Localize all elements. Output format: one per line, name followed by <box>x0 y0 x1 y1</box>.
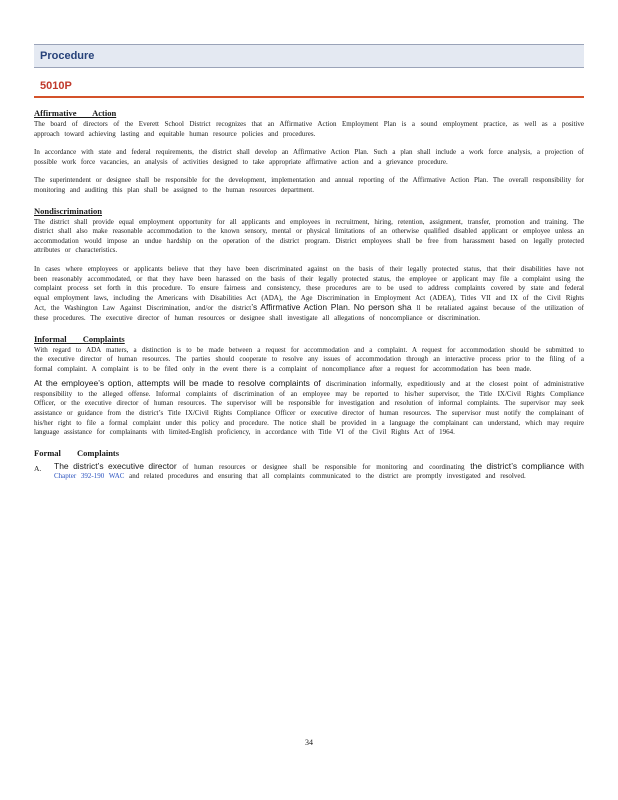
paragraph <box>34 265 584 324</box>
wac-chapter-link[interactable]: Chapter 392-190 WAC <box>54 472 125 481</box>
list-item <box>34 462 584 482</box>
heading-affirmative-action: Affirmative Action <box>34 108 117 118</box>
paragraph: The district shall provide equal employment opportunity for all applicants and employees in recruitment, hiring, retention, assignment, transfer, promotion and training. The district shall also make reasonable accommodation to the known sensory, mental or physical limitations of an otherwise qualified disabled applicant or employee unless an accommodation would impose an undue hardship on the operation of the district program. District employees shall be free from harassment based on legally protected attributes or characteristics. <box>34 217 584 255</box>
paragraph-text-large: At the employee’s option, attempts will be made to resolve complaints of <box>34 378 321 389</box>
paragraph-text-large: ’s Affirmative Action Plan. No person sha <box>251 302 412 313</box>
heading-nondiscrimination: Nondiscrimination <box>34 205 103 216</box>
paragraph-text: discrimination informally, expeditiously and at the closest point of administrative responsibility to the alleged offense. Informal complaints of discrimination of an employee may be reported to his/her supervisor, the Title IX/Civil Rights Compliance Officer, or the executive director of human resources. The supervisor will be responsible for investigation and resolution of informal complaints. The supervisor may seek assistance or guidance from the district’s Title IX/Civil Rights Compliance Officer or executive director of human resources. The supervisor must notify the complainant of his/her right to file a formal complaint under this policy and procedure. The notice shall be provided in a language the complainant can understand, which may require language assistance for complainants with limited-English proficiency, in accordance with Title VI of the Civil Rights Act of 1964. <box>34 380 585 437</box>
list-marker: A. <box>34 463 42 473</box>
document-page <box>34 44 584 482</box>
paragraph-text: In cases where employees or applicants believe that they have been discriminated against on the basis of their legally protected status, that their disabilities have not been reasonably accommodated, or that they have been harassed on the basis of their legally protected status, the employee or applicant may file a complaint using the complaint process set forth in this procedure. To ensure fairness and consistency, these procedures are to be used to address complaints covered by state and federal equal employment laws, including the Americans with Disabilities Act (ADA), the Age Discrimination in Employment Act (ADEA), Titles VII and IX of the Civil Rights Act, the Washington Law Against Discrimination, and/or the district <box>34 264 584 313</box>
paragraph-text-large: The district’s executive director <box>54 460 177 471</box>
paragraph-text-large: the district’s compliance with <box>470 460 585 471</box>
paragraph <box>34 379 584 438</box>
heading-formal-complaints: Formal Complaints <box>34 447 120 458</box>
paragraph: The superintendent or designee shall be responsible for the development, implementation and annual reporting of the Affirmative Action Plan. The overall responsibility for monitoring and auditing this plan shall be assigned to the human resources department. <box>34 176 584 194</box>
paragraph: The board of directors of the Everett School District recognizes that an Affirmative Action Employment Plan is a sound employment practice, as well as a positive approach toward achieving lasting and equitable human resource policies and procedures. <box>34 120 584 138</box>
paragraph-text: ll be retaliated against because of the utilization of these procedures. The executive director of human resources or designee shall investigate all allegations of noncompliance or discrimination. <box>34 304 584 322</box>
heading-informal-complaints: Informal Complaints <box>34 333 125 344</box>
paragraph-text: and related procedures and ensuring that all complaints communicated to the district are promptly investigated and resolved. <box>129 472 526 481</box>
page-number: 34 <box>305 738 313 747</box>
procedure-header-bar: Procedure <box>34 44 584 68</box>
paragraph: In accordance with state and federal requirements, the district shall develop an Affirmative Action Plan. Such a plan shall include a work force analysis, a projection of possible work force vacancies, an analysis of activities designed to take appropriate affirmative action and a grievance procedure. <box>34 148 584 166</box>
paragraph <box>54 462 584 482</box>
paragraph-text: of human resources or designee shall be responsible for monitoring and coordinating <box>182 462 465 471</box>
procedure-code: 5010P <box>34 76 584 98</box>
list-item-body <box>54 462 584 482</box>
paragraph: With regard to ADA matters, a distinction is to be made between a request for accommodation and a complaint. A request for accommodation should be submitted to the executive director of human resources. The parties should cooperate to resolve any issues of accommodation through an interactive process prior to the filing of a formal complaint. A complaint is to be filed only in the event there is a complaint of noncompliance after a request for accommodation has been made. <box>34 345 584 373</box>
